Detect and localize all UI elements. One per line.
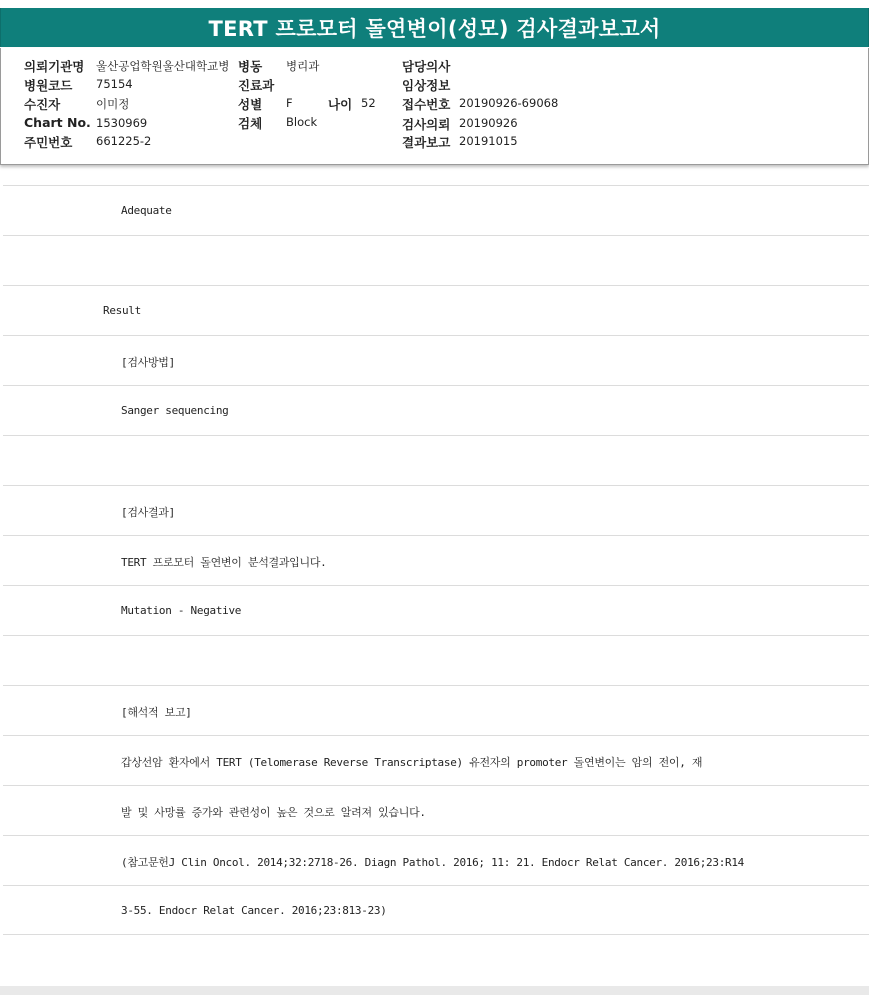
chart-no-label: Chart No. bbox=[24, 115, 91, 130]
hospital-code-value: 75154 bbox=[96, 77, 133, 91]
report-title: TERT 프로모터 돌연변이(성모) 검사결과보고서 bbox=[208, 16, 661, 41]
age-label: 나이 bbox=[328, 97, 353, 112]
top-strip bbox=[0, 0, 869, 6]
report-line-text: TERT 프로모터 돌연변이 분석결과입니다. bbox=[121, 556, 327, 569]
report-line-text: 3-55. Endocr Relat Cancer. 2016;23:813-23) bbox=[121, 904, 387, 917]
chart-no-value: 1530969 bbox=[96, 116, 148, 130]
report-line bbox=[3, 285, 869, 335]
report-line-text: [검사결과] bbox=[121, 506, 175, 519]
receipt-no-value: 20190926-69068 bbox=[459, 96, 559, 110]
report-line bbox=[3, 335, 869, 385]
report-body bbox=[3, 185, 869, 935]
report-line bbox=[3, 885, 869, 935]
report-line bbox=[3, 685, 869, 735]
request-date-value: 20190926 bbox=[459, 116, 518, 130]
resident-no-label: 주민번호 bbox=[24, 135, 73, 150]
report-line-text: Adequate bbox=[121, 204, 172, 217]
report-line bbox=[3, 835, 869, 885]
report-line-text: Sanger sequencing bbox=[121, 404, 229, 417]
report-date-value: 20191015 bbox=[459, 134, 518, 148]
title-bar bbox=[0, 8, 869, 47]
report-line bbox=[3, 785, 869, 835]
sex-value: F bbox=[286, 96, 293, 110]
report-line bbox=[3, 585, 869, 635]
requesting-institution-label: 의뢰기관명 bbox=[24, 59, 85, 74]
report-line bbox=[3, 635, 869, 685]
report-line-text: (참고문헌J Clin Oncol. 2014;32:2718-26. Diagn Pathol. 2016; 11: 21. Endocr Relat Cancer. 2016;23:R14 bbox=[121, 856, 744, 869]
report-line-text: Mutation - Negative bbox=[121, 604, 242, 617]
receipt-no-label: 접수번호 bbox=[402, 97, 451, 112]
specimen-value: Block bbox=[286, 115, 318, 129]
resident-no-value: 661225-2 bbox=[96, 134, 152, 148]
age-value: 52 bbox=[361, 96, 376, 110]
report-line-text: Result bbox=[103, 304, 141, 317]
report-line-text: 발 및 사망률 증가와 관련성이 높은 것으로 알려져 있습니다. bbox=[121, 806, 426, 819]
patient-info-panel bbox=[0, 48, 869, 165]
requesting-institution-value: 울산공업학원울산대학교병 bbox=[96, 59, 230, 73]
report-line-text: [검사방법] bbox=[121, 356, 175, 369]
report-line-text: 갑상선암 환자에서 TERT (Telomerase Reverse Transcriptase) 유전자의 promoter 돌연변이는 암의 전이, 재 bbox=[121, 756, 703, 769]
sex-label: 성별 bbox=[238, 97, 263, 112]
specimen-label: 검체 bbox=[238, 116, 263, 131]
request-date-label: 검사의뢰 bbox=[402, 117, 451, 132]
ward-label: 병동 bbox=[238, 59, 263, 74]
report-line bbox=[3, 485, 869, 535]
report-date-label: 결과보고 bbox=[402, 135, 451, 150]
department-label: 진료과 bbox=[238, 78, 275, 93]
report-line bbox=[3, 385, 869, 435]
report-line bbox=[3, 235, 869, 285]
patient-label: 수진자 bbox=[24, 97, 61, 112]
report-line-text: [해석적 보고] bbox=[121, 706, 192, 719]
report-line bbox=[3, 185, 869, 235]
ward-value: 병리과 bbox=[286, 59, 320, 73]
report-line bbox=[3, 435, 869, 485]
clinical-info-label: 임상정보 bbox=[402, 78, 451, 93]
physician-label: 담당의사 bbox=[402, 59, 451, 74]
hospital-code-label: 병원코드 bbox=[24, 78, 73, 93]
report-line bbox=[3, 535, 869, 585]
patient-value: 이미정 bbox=[96, 97, 130, 111]
report-line bbox=[3, 735, 869, 785]
